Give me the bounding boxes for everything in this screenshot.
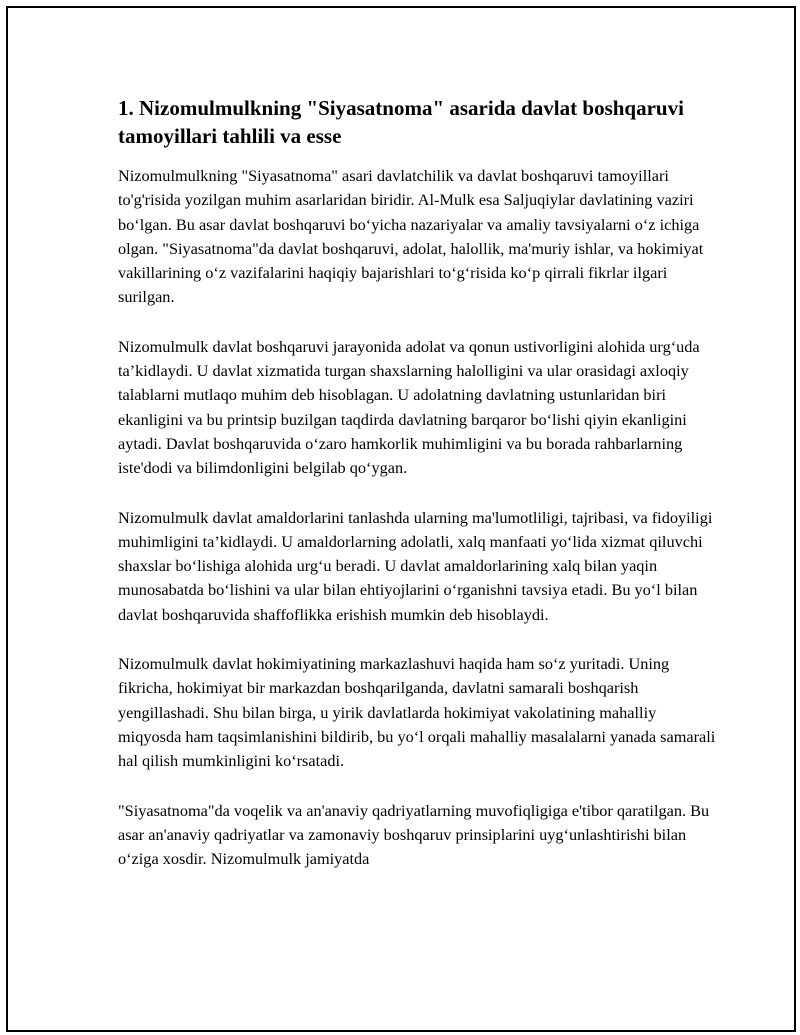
document-body: [118, 94, 718, 896]
section-heading: 1. Nizomulmulkning "Siyasatnoma" asarida davlat boshqaruvi tamoyillari tahlili va esse: [118, 96, 684, 148]
paragraph-1: Nizomulmulkning "Siyasatnoma" asari davlatchilik va davlat boshqaruvi tamoyillari to'g'risida yozilgan muhim asarlaridan biridir. Al-Mulk esa Saljuqiylar davlatining vaziri bo‘lgan. Bu asar davlat boshqaruvi bo‘yicha nazariyalar va amaliy tavsiyalarni o‘z ichiga olgan. "Siyasatnoma"da davlat boshqaruvi, adolat, halollik, ma'muriy ishlar, va hokimiyat vakillarining o‘z vazifalarini haqiqiy bajarishlari to‘g‘risida ko‘p qirrali fikrlar ilgari surilgan.: [118, 166, 704, 307]
paragraph-4: Nizomulmulk davlat hokimiyatining markazlashuvi haqida ham so‘z yuritadi. Uning fikricha, hokimiyat bir markazdan boshqarilganda, davlatni samarali boshqarish yengillashadi. Shu bilan birga, u yirik davlatlarda hokimiyat vakolatining mahalliy miqyosda ham taqsimlanishini bildirib, bu yo‘l orqali mahalliy masalalarni yanada samarali hal qilish mumkinligini ko‘rsatadi.: [118, 654, 716, 771]
paragraph-3: Nizomulmulk davlat amaldorlarini tanlashda ularning ma'lumotliligi, tajribasi, va fidoyiligi muhimligini ta’kidlaydi. U amaldorlarning adolatli, xalq manfaati yo‘lida xizmat qiluvchi shaxslar bo‘lishiga alohida urg‘u beradi. U davlat amaldorlarining xalq bilan yaqin munosabatda bo‘lishini va ular bilan ehtiyojlarini o‘rganishni tavsiya etadi. Bu yo‘l bilan davlat boshqaruvida shaffoflikka erishish mumkin deb hisoblaydi.: [118, 507, 713, 624]
paragraph-5: "Siyasatnoma"da voqelik va an'anaviy qadriyatlarning muvofiqligiga e'tibor qaratilgan. Bu asar an'anaviy qadriyatlar va zamonaviy boshqaruv prinsiplarini uyg‘unlashtirishi bilan o‘ziga xosdir. Nizomulmulk jamiyatda: [118, 800, 710, 869]
paragraph-2: Nizomulmulk davlat boshqaruvi jarayonida adolat va qonun ustivorligini alohida urg‘uda ta’kidlaydi. U davlat xizmatida turgan shaxslarning halolligini va ular orasidagi axloqiy talablarni mutlaqo muhim deb hisoblagan. U adolatning davlatning ustunlaridan biri ekanligini va bu printsip buzilgan taqdirda davlatning barqaror bo‘lishi qiyin ekanligini aytadi. Davlat boshqaruvida o‘zaro hamkorlik muhimligini va bu borada rahbarlarning iste'dodi va bilimdonligini belgilab qo‘ygan.: [118, 336, 700, 478]
